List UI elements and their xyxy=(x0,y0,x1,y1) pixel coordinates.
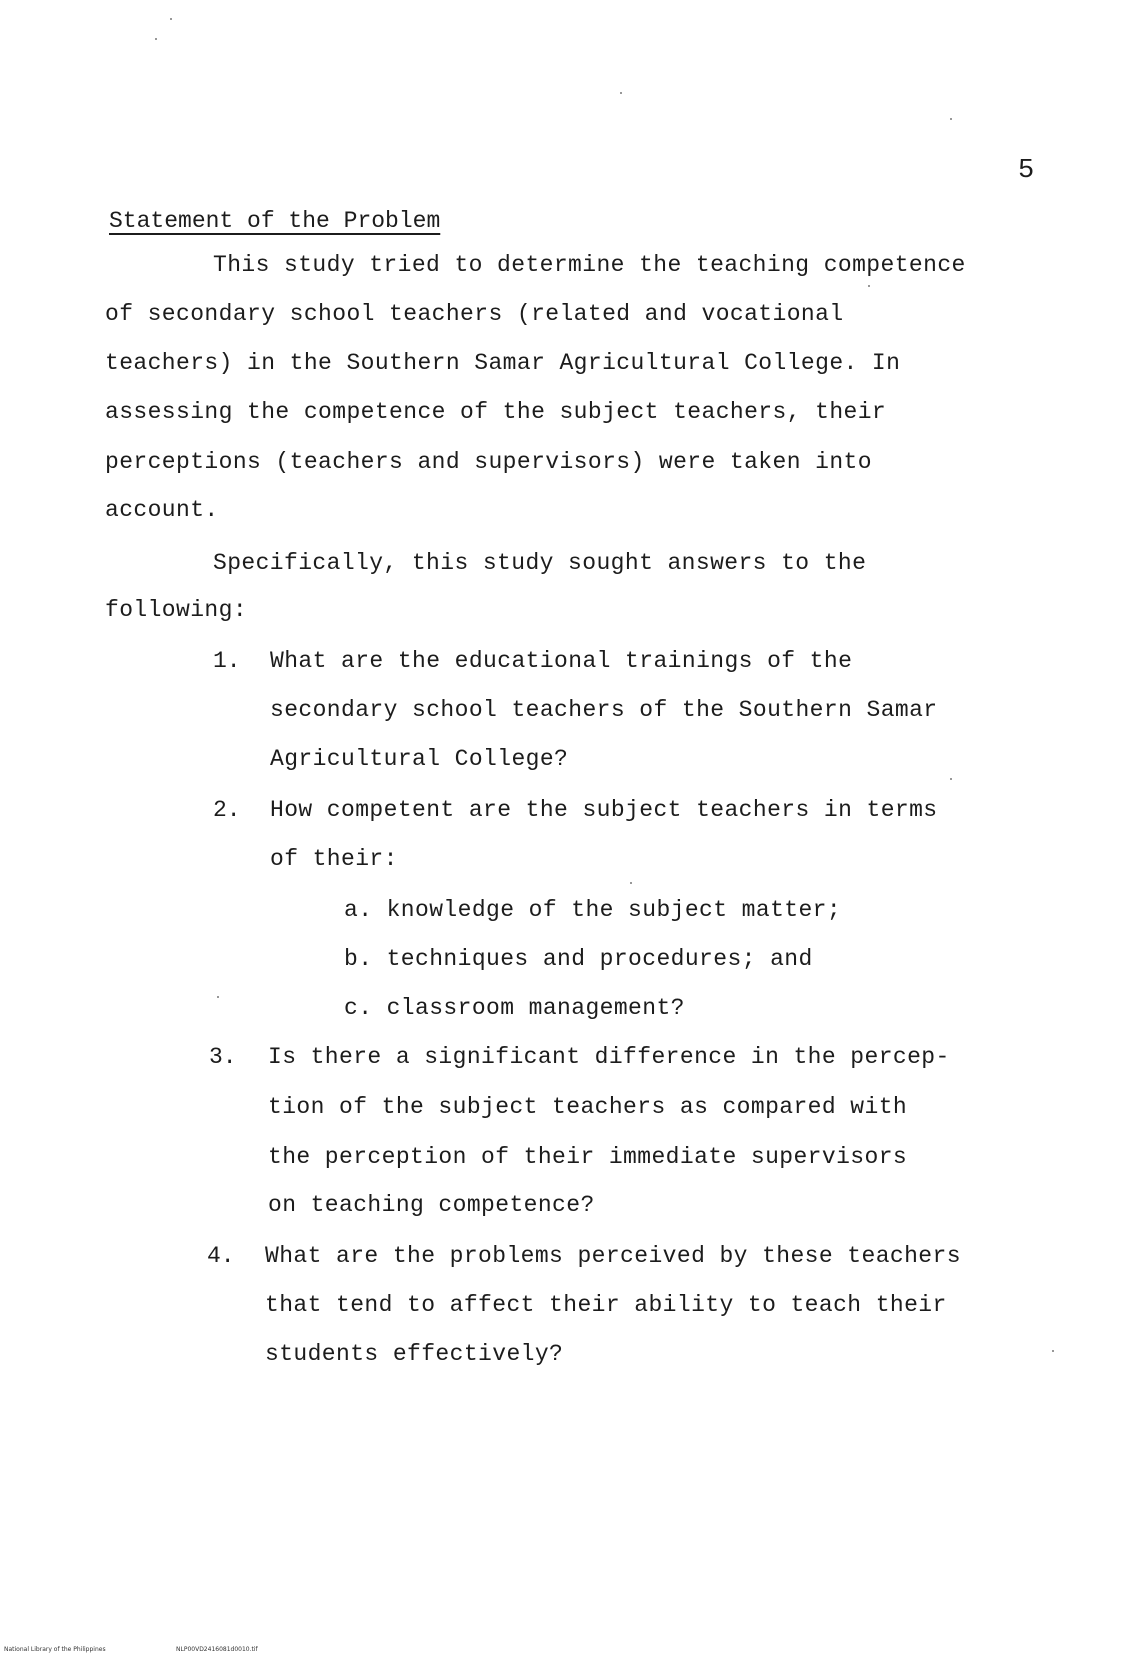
item-line: that tend to affect their ability to teach their xyxy=(265,1292,947,1318)
scan-speck xyxy=(630,882,632,884)
paragraph-1-line: of secondary school teachers (related and vocational xyxy=(105,301,844,327)
scan-speck xyxy=(620,92,622,94)
item-line: Agricultural College? xyxy=(270,746,569,772)
item-line: the perception of their immediate supervisors xyxy=(268,1144,908,1170)
item-line: on teaching competence? xyxy=(268,1192,595,1218)
item-line: Is there a significant difference in the percep- xyxy=(268,1044,950,1070)
scan-speck xyxy=(950,778,952,780)
subitem-line: b. techniques and procedures; and xyxy=(344,946,813,972)
item-line: What are the problems perceived by these teachers xyxy=(265,1243,961,1269)
item-line: secondary school teachers of the Southern Samar xyxy=(270,697,938,723)
scan-speck xyxy=(1052,1350,1054,1352)
item-number: 3. xyxy=(209,1044,237,1070)
scan-speck xyxy=(217,996,219,998)
paragraph-2-line: following: xyxy=(105,597,248,623)
item-number: 4. xyxy=(207,1243,235,1269)
scan-speck xyxy=(868,285,870,287)
footer-library-stamp: National Library of the Philippines xyxy=(4,1646,106,1653)
subitem-line: a. knowledge of the subject matter; xyxy=(344,897,842,923)
footer-file-id: NLP00VD2416081d0010.tif xyxy=(176,1646,258,1653)
scan-speck xyxy=(155,38,157,40)
subitem-line: c. classroom management? xyxy=(344,995,685,1021)
item-number: 1. xyxy=(213,648,241,674)
item-line: of their: xyxy=(270,846,398,872)
scan-speck xyxy=(170,18,172,20)
item-line: students effectively? xyxy=(265,1341,564,1367)
item-line: tion of the subject teachers as compared with xyxy=(268,1094,908,1120)
section-heading: Statement of the Problem xyxy=(109,208,441,234)
paragraph-1-line: teachers) in the Southern Samar Agricultural College. In xyxy=(105,350,901,376)
paragraph-1-line: assessing the competence of the subject teachers, their xyxy=(105,399,887,425)
paragraph-1-line: account. xyxy=(105,497,219,523)
item-line: What are the educational trainings of the xyxy=(270,648,853,674)
paragraph-1-line: perceptions (teachers and supervisors) were taken into xyxy=(105,449,872,475)
page-number: 5 xyxy=(1018,156,1035,186)
paragraph-1-line: This study tried to determine the teaching competence xyxy=(213,252,966,278)
scan-speck xyxy=(950,118,952,120)
paragraph-2-line: Specifically, this study sought answers to the xyxy=(213,550,867,576)
item-line: How competent are the subject teachers in terms xyxy=(270,797,938,823)
item-number: 2. xyxy=(213,797,241,823)
